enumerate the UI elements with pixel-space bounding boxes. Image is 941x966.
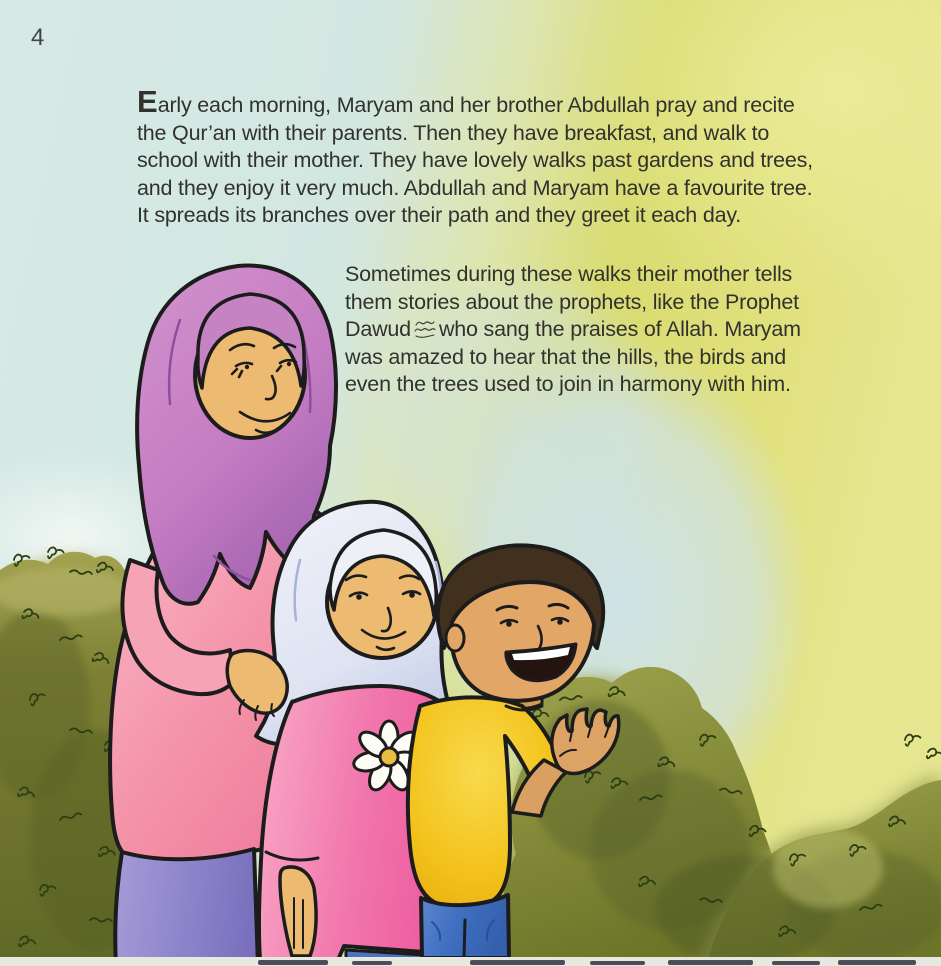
story-paragraph-1 [137, 84, 877, 230]
story-line: It spreads its branches over their path and they greet it each day. [137, 203, 742, 228]
story-paragraph-2 [345, 261, 920, 399]
alayhis-salam-honorific [413, 319, 437, 339]
story-line: and they enjoy it very much. Abdullah and Maryam have a favourite tree. [137, 175, 813, 200]
drop-cap: E [137, 84, 158, 119]
story-line: the Qur’an with their parents. Then they have breakfast, and walk to [137, 120, 770, 145]
story-line: school with their mother. They have lovely walks past gardens and trees, [137, 148, 813, 173]
story-line: even the trees used to join in harmony with him. [345, 372, 791, 397]
dawud-text: Dawud [345, 317, 411, 342]
mother-skirt [115, 849, 258, 966]
story-line: Early each morning, Maryam and her brother Abdullah pray and recite [137, 84, 795, 119]
dawud-text-rest: who sang the praises of Allah. Maryam [438, 317, 801, 342]
story-line: them stories about the prophets, like the Prophet [345, 289, 799, 314]
story-line: was amazed to hear that the hills, the birds and [345, 344, 786, 369]
page-number: 4 [31, 24, 45, 51]
boy-ear [446, 625, 464, 651]
story-line: Sometimes during these walks their mother tells [345, 262, 793, 286]
story-line-dawud [345, 316, 920, 344]
bottom-edge-strip [0, 957, 941, 966]
